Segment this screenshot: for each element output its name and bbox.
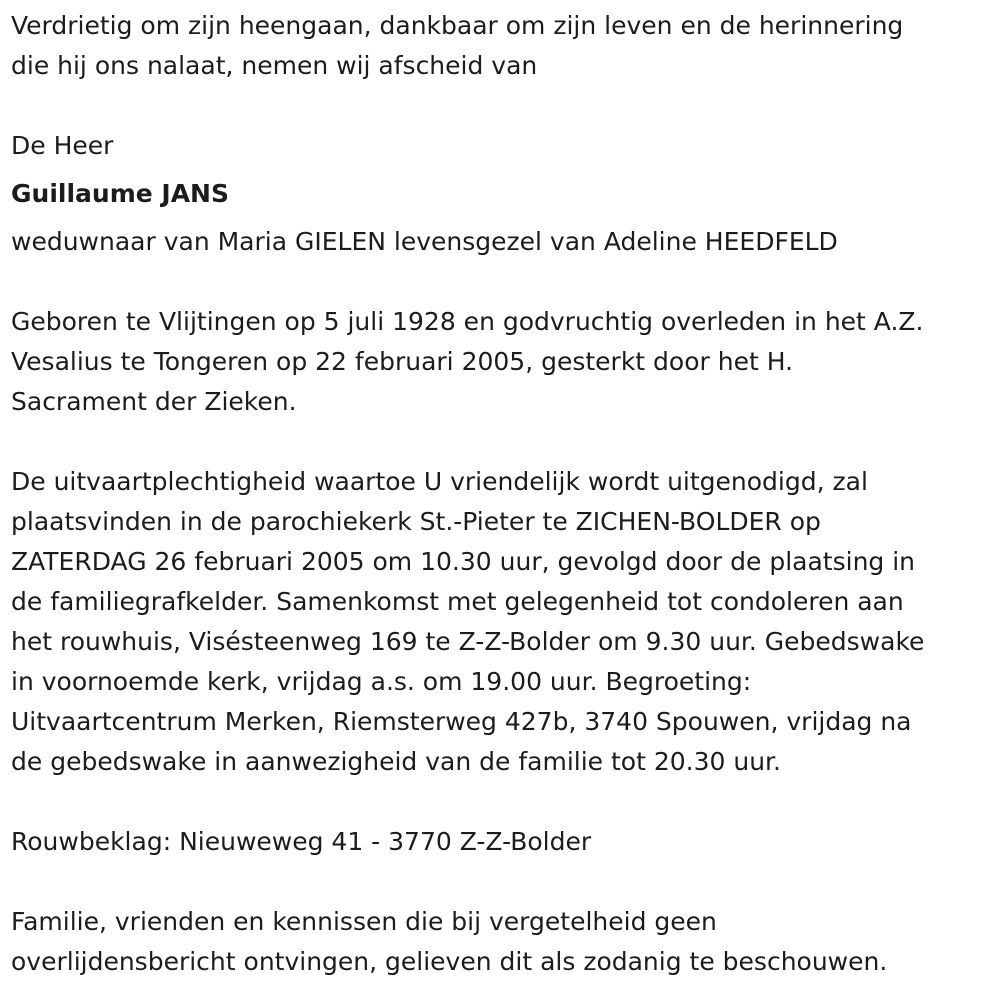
ceremony-line: plaatsvinden in de parochiekerk St.-Pieter te ZICHEN-BOLDER op	[11, 507, 821, 536]
closing-line: Familie, vrienden en kennissen die bij vergetelheid geen	[11, 907, 717, 936]
deceased-name: Guillaume JANS	[11, 179, 229, 208]
birth-death-line: Sacrament der Zieken.	[11, 387, 297, 416]
birth-death-line: Geboren te Vlijtingen op 5 juli 1928 en godvruchtig overleden in het A.Z.	[11, 307, 924, 336]
ceremony-line: in voornoemde kerk, vrijdag a.s. om 19.00 uur. Begroeting:	[11, 667, 752, 696]
salutation: De Heer	[11, 131, 114, 160]
intro-line: Verdrietig om zijn heengaan, dankbaar om zijn leven en de herinnering	[11, 11, 904, 40]
closing-line: overlijdensbericht ontvingen, gelieven dit als zodanig te beschouwen.	[11, 947, 888, 976]
ceremony-line: het rouwhuis, Visésteenweg 169 te Z-Z-Bolder om 9.30 uur. Gebedswake	[11, 627, 925, 656]
birth-death-line: Vesalius te Tongeren op 22 februari 2005, gesterkt door het H.	[11, 347, 794, 376]
condolence-address: Rouwbeklag: Nieuweweg 41 - 3770 Z-Z-Bolder	[11, 827, 592, 856]
ceremony-line: De uitvaartplechtigheid waartoe U vriendelijk wordt uitgenodigd, zal	[11, 467, 868, 496]
ceremony-line: de gebedswake in aanwezigheid van de familie tot 20.30 uur.	[11, 747, 781, 776]
ceremony-line: ZATERDAG 26 februari 2005 om 10.30 uur, gevolgd door de plaatsing in	[11, 547, 916, 576]
relations-line: weduwnaar van Maria GIELEN levensgezel van Adeline HEEDFELD	[11, 227, 838, 256]
ceremony-line: de familiegrafkelder. Samenkomst met gelegenheid tot condoleren aan	[11, 587, 904, 616]
intro-line: die hij ons nalaat, nemen wij afscheid van	[11, 51, 538, 80]
ceremony-line: Uitvaartcentrum Merken, Riemsterweg 427b, 3740 Spouwen, vrijdag na	[11, 707, 912, 736]
